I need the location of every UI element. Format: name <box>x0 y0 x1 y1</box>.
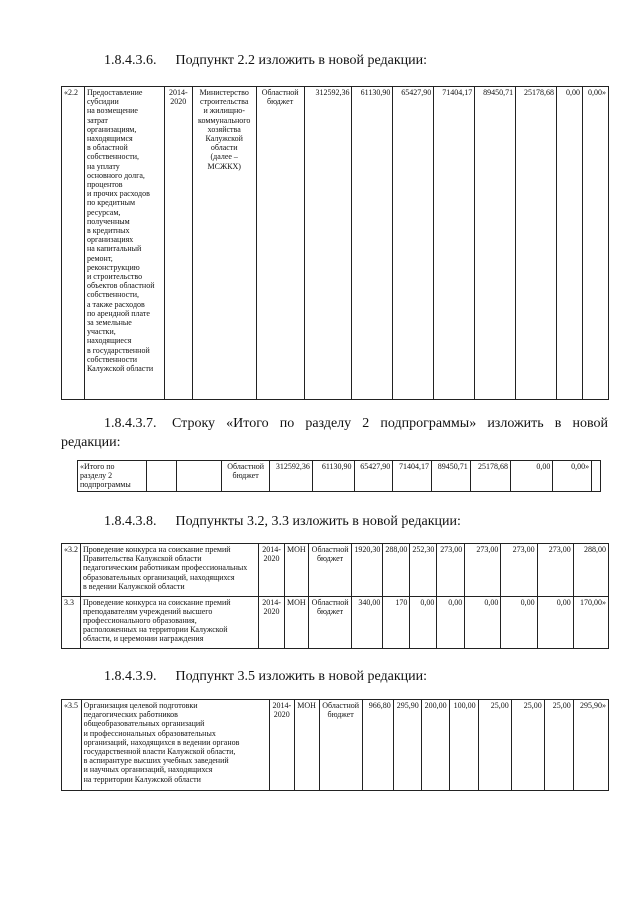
executor-cell-line: Министерство <box>199 88 249 97</box>
executor-cell: МОН <box>284 544 308 597</box>
value-cell: 340,00 <box>352 596 383 649</box>
item-name-cell-line: области, и церемонии награждения <box>83 634 204 644</box>
item-name-cell-line: Предоставление <box>86 88 143 97</box>
item-name-cell-line: профессионального образования, <box>83 615 197 625</box>
executor-cell-line: Калужской <box>205 134 243 144</box>
item-name-cell-line: ремонт, <box>86 253 113 263</box>
value-cell: 273,00 <box>537 544 573 597</box>
item-name-cell-line: основного долга, <box>86 170 145 180</box>
item-name-cell-line: полученным <box>86 216 130 226</box>
item-name-cell-line: организациям, <box>86 124 137 134</box>
value-cell: 0,00 <box>511 461 553 492</box>
years-cell <box>164 87 192 400</box>
funding-source-cell-line: бюджет <box>327 710 354 720</box>
value-cell: 1920,30 <box>352 544 383 597</box>
value-cell: 312592,36 <box>270 461 313 492</box>
item-name-cell-line: Правительства Калужской области <box>83 554 202 564</box>
value-cell: 89450,71 <box>432 461 471 492</box>
executor-cell-line: и жилищно- <box>203 106 245 116</box>
value-cell: 65427,90 <box>393 87 434 400</box>
item-name-cell-line: на территории Калужской области <box>83 774 201 784</box>
item-name-cell-line: собственности <box>86 354 137 364</box>
value-cell: 25178,68 <box>470 461 510 492</box>
item-number-cell: 3.3 <box>62 596 81 649</box>
table-subitems-3-2-3-3 <box>61 543 609 649</box>
item-name-cell-line: общеобразовательных организаций <box>83 719 205 729</box>
section-number: 1.8.4.3.8. <box>104 514 157 529</box>
item-name-cell-line: ресурсам, <box>86 207 121 217</box>
item-name-cell-line: подпрограммы <box>80 480 131 490</box>
value-cell: 25178,68 <box>516 87 557 400</box>
value-cell: 170 <box>383 596 410 649</box>
section-text-line2: редакции: <box>61 435 121 450</box>
funding-source-cell-line: Областной <box>322 701 360 710</box>
item-name-cell-line: объектов областной <box>86 281 155 291</box>
item-name-cell <box>78 461 147 492</box>
value-cell: 25,00 <box>511 700 544 791</box>
funding-source-cell <box>222 461 270 492</box>
value-cell: 288,00 <box>383 544 410 597</box>
item-name-cell-line: и научных организаций, находящихся <box>83 765 213 775</box>
value-cell: 0,00 <box>465 596 501 649</box>
executor-cell-line: МСЖКХ) <box>207 161 241 171</box>
item-name-cell-line: «Итого по <box>80 462 115 471</box>
section-heading-3 <box>104 512 461 531</box>
value-cell: 295,90 <box>393 700 421 791</box>
value-cell: 0,00 <box>537 596 573 649</box>
value-cell: 100,00 <box>449 700 478 791</box>
empty-cell <box>177 461 222 492</box>
table-row <box>62 596 609 649</box>
years-cell <box>259 596 285 649</box>
item-name-cell <box>81 596 259 649</box>
table-row <box>62 544 609 597</box>
item-name-cell-line: педагогических работников <box>83 710 178 720</box>
item-name-cell-line: реконструкцию <box>86 262 140 272</box>
value-cell: 25,00 <box>544 700 573 791</box>
empty-cell <box>147 461 177 492</box>
value-cell: 71404,17 <box>393 461 432 492</box>
value-cell: 0,00 <box>437 596 465 649</box>
table-subitem-2-2 <box>61 86 609 400</box>
funding-source-cell <box>308 596 352 649</box>
executor-cell-line: области <box>210 143 238 153</box>
funding-source-cell <box>256 87 304 400</box>
years-cell-line: 2014- <box>262 545 281 554</box>
executor-cell-line: хозяйства <box>207 124 241 134</box>
item-name-cell-line: в государственной <box>86 345 150 355</box>
item-name-cell-line: на уплату <box>86 161 120 171</box>
item-name-cell-line: Организация целевой подготовки <box>83 701 198 710</box>
item-name-cell-line: в кредитных <box>86 226 130 236</box>
section-heading-4 <box>104 667 427 686</box>
item-name-cell-line: организаций, находящихся в ведении органов <box>83 737 240 747</box>
item-name-cell-line: на капитальный <box>86 244 142 254</box>
item-name-cell-line: образовательных организаций, находящихся <box>83 572 235 582</box>
item-name-cell-line: участки, <box>86 327 116 337</box>
funding-source-cell-line: бюджет <box>267 97 294 107</box>
item-name-cell-line: в областной <box>86 143 128 153</box>
funding-source-cell-line: Областной <box>311 545 349 554</box>
value-cell: 200,00 <box>421 700 449 791</box>
section-number: 1.8.4.3.7. <box>104 416 157 431</box>
value-cell: 273,00 <box>437 544 465 597</box>
item-name-cell-line: процентов <box>86 180 123 190</box>
item-number-cell: «3.2 <box>62 544 81 597</box>
item-name-cell-line: и строительство <box>86 272 143 282</box>
empty-cell <box>592 461 601 492</box>
executor-cell: МОН <box>294 700 319 791</box>
executor-cell-line: строительства <box>200 97 249 107</box>
executor-cell-line: коммунального <box>198 115 251 125</box>
table-total-section-2 <box>77 460 601 492</box>
item-name-cell-line: собственности, <box>86 152 139 162</box>
item-name-cell-line: в аспирантуре высших учебных заведений <box>83 756 229 766</box>
years-cell-line: 2014- <box>168 88 188 97</box>
item-name-cell-line: а также расходов <box>86 299 145 309</box>
item-name-cell <box>81 700 269 791</box>
section-text: Подпункт 2.2 изложить в новой редакции: <box>175 53 428 68</box>
value-cell: 273,00 <box>465 544 501 597</box>
item-name-cell-line: по кредитным <box>86 198 136 208</box>
item-name-cell-line: субсидии <box>86 97 119 107</box>
value-cell: 61130,90 <box>312 461 354 492</box>
value-cell: 295,90» <box>573 700 608 791</box>
item-name-cell <box>84 87 164 400</box>
funding-source-cell <box>319 700 362 791</box>
item-name-cell-line: находящимся <box>86 134 133 144</box>
section-number: 1.8.4.3.6. <box>104 53 157 68</box>
value-cell: 25,00 <box>478 700 511 791</box>
section-heading-2 <box>104 414 608 433</box>
item-name-cell-line: затрат <box>86 115 108 125</box>
item-name-cell-line: Проведение конкурса на соискание премий <box>83 597 231 607</box>
value-cell: 312592,36 <box>304 87 352 400</box>
funding-source-cell-line: бюджет <box>316 606 344 616</box>
value-cell: 966,80 <box>362 700 393 791</box>
years-cell-line: 2020 <box>263 554 280 564</box>
table-row <box>62 700 609 791</box>
executor-cell-line: (далее – <box>210 152 238 162</box>
funding-source-cell-line: Областной <box>261 88 299 97</box>
funding-source-cell-line: Областной <box>311 597 349 607</box>
funding-source-cell <box>308 544 352 597</box>
item-name-cell-line: в ведении Калужской области <box>83 581 185 591</box>
value-cell: 0,00 <box>501 596 537 649</box>
table-row <box>62 87 609 400</box>
item-name-cell-line: расположенных на территории Калужской <box>83 625 228 635</box>
value-cell: 0,00» <box>582 87 608 400</box>
item-name-cell-line: преподавателям учреждений высшего <box>83 606 213 616</box>
funding-source-cell-line: бюджет <box>232 471 259 481</box>
table-row <box>78 461 601 492</box>
years-cell-line: 2020 <box>170 97 187 107</box>
value-cell: 0,00 <box>557 87 583 400</box>
years-cell-line: 2014- <box>262 597 281 607</box>
value-cell: 61130,90 <box>352 87 393 400</box>
value-cell: 288,00 <box>573 544 608 597</box>
table-subitem-3-5 <box>61 699 609 791</box>
item-name-cell-line: Проведение конкурса на соискание премий <box>83 545 231 554</box>
section-text-line1: Строку «Итого по разделу 2 подпрограммы» изложить в новой <box>172 416 608 431</box>
funding-source-cell-line: Областной <box>227 462 265 471</box>
years-cell <box>259 544 285 597</box>
section-heading-1 <box>104 51 427 70</box>
item-name-cell <box>81 544 259 597</box>
funding-source-cell-line: бюджет <box>316 554 344 564</box>
value-cell: 252,30 <box>410 544 437 597</box>
value-cell: 65427,90 <box>354 461 393 492</box>
item-name-cell-line: государственной власти Калужской области, <box>83 747 236 757</box>
section-number: 1.8.4.3.9. <box>104 669 157 684</box>
value-cell: 273,00 <box>501 544 537 597</box>
value-cell: 0,00» <box>553 461 592 492</box>
section-text: Подпункты 3.2, 3.3 изложить в новой редакции: <box>175 514 461 529</box>
item-name-cell-line: собственности, <box>86 290 139 300</box>
item-number-cell: «2.2 <box>62 87 85 400</box>
item-name-cell-line: Калужской области <box>86 364 154 374</box>
value-cell: 89450,71 <box>475 87 516 400</box>
item-name-cell-line: разделу 2 <box>80 471 113 481</box>
value-cell: 71404,17 <box>434 87 475 400</box>
item-name-cell-line: и профессиональных образовательных <box>83 728 216 738</box>
executor-cell <box>192 87 256 400</box>
executor-cell: МОН <box>284 596 308 649</box>
item-name-cell-line: и прочих расходов <box>86 189 150 199</box>
years-cell-line: 2014- <box>272 701 292 710</box>
value-cell: 0,00 <box>410 596 437 649</box>
item-name-cell-line: на возмещение <box>86 106 138 116</box>
value-cell: 170,00» <box>573 596 608 649</box>
item-name-cell-line: за земельные <box>86 318 132 328</box>
years-cell-line: 2020 <box>263 606 280 616</box>
item-name-cell-line: по арендной плате <box>86 308 150 318</box>
section-heading-2-cont <box>61 433 121 452</box>
item-name-cell-line: находящиеся <box>86 336 132 346</box>
item-name-cell-line: организациях <box>86 235 134 245</box>
section-text: Подпункт 3.5 изложить в новой редакции: <box>175 669 428 684</box>
item-number-cell: «3.5 <box>62 700 82 791</box>
years-cell <box>269 700 294 791</box>
years-cell-line: 2020 <box>273 710 290 720</box>
item-name-cell-line: педагогическим работникам профессиональных <box>83 563 248 573</box>
